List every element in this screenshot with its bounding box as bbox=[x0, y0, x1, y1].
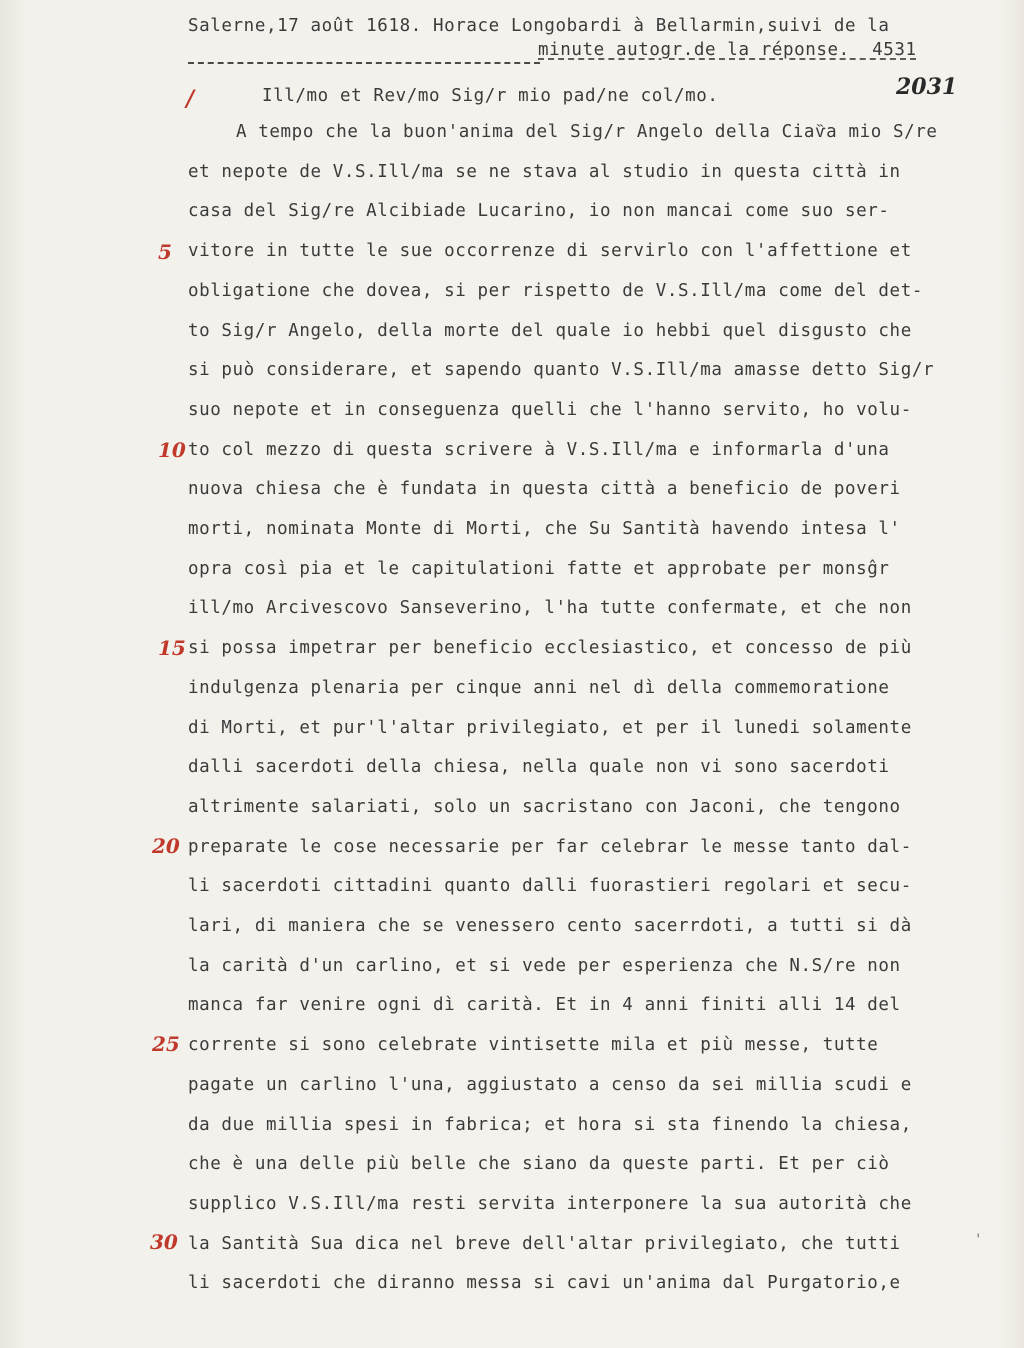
body-line: si può considerare, et sapendo quanto V.S.Ill/ma amasse detto Sig/r bbox=[188, 360, 935, 381]
body-line: la Santità Sua dica nel breve dell'altar privilegiato, che tutti bbox=[188, 1233, 901, 1254]
margin-line-number-15: 15 bbox=[158, 636, 186, 660]
body-line: morti, nominata Monte di Morti, che Su Santità havendo intesa l' bbox=[188, 519, 901, 539]
body-line: to col mezzo di questa scrivere à V.S.Ill/ma e informarla d'una bbox=[188, 439, 890, 460]
body-line: casa del Sig/re Alcibiade Lucarino, io non mancai come suo ser- bbox=[188, 201, 890, 222]
salutation: Ill/mo et Rev/mo Sig/r mio pad/ne col/mo. bbox=[262, 86, 719, 106]
body-line: che è una delle più belle che siano da queste parti. Et per ciò bbox=[188, 1154, 890, 1175]
body-line: la carità d'un carlino, et si vede per esperienza che N.S/re non bbox=[188, 955, 901, 976]
body-line: di Morti, et pur'l'altar privilegiato, et per il lunedi solamente bbox=[188, 717, 912, 738]
body-line: A tempo che la buon'anima del Sig/r Angelo della Ciaѷa mio S/re bbox=[236, 122, 938, 142]
body-line: dalli sacerdoti della chiesa, nella quale non vi sono sacerdoti bbox=[188, 757, 890, 778]
body-line: corrente si sono celebrate vintisette mila et più messe, tutte bbox=[188, 1035, 879, 1056]
margin-line-number-10: 10 bbox=[158, 438, 186, 462]
margin-line-number-5: 5 bbox=[158, 240, 172, 264]
body-line: et nepote de V.S.Ill/ma se ne stava al studio in questa città in bbox=[188, 161, 901, 182]
body-line: ill/mo Arcivescovo Sanseverino, l'ha tutte confermate, et che non bbox=[188, 598, 912, 619]
header-dash-rule bbox=[188, 62, 540, 64]
body-line: altrimente salariati, solo un sacristano con Jaconi, che tengono bbox=[188, 796, 901, 817]
body-line: nuova chiesa che è fundata in questa città a beneficio de poveri bbox=[188, 479, 901, 500]
body-line: vitore in tutte le sue occorrenze di servirlo con l'affettione et bbox=[188, 241, 912, 262]
body-line: supplico V.S.Ill/ma resti servita interponere la sua autorità che bbox=[188, 1193, 912, 1214]
body-line: preparate le cose necessarie per far celebrar le messe tanto dal- bbox=[188, 836, 912, 857]
header-subtitle-line: minute autogr.de la réponse. 4531 bbox=[538, 40, 917, 60]
body-line: to Sig/r Angelo, della morte del quale io hebbi quel disgusto che bbox=[188, 320, 912, 341]
body-line: indulgenza plenaria per cinque anni nel dì della commemoratione bbox=[188, 677, 890, 698]
stray-mark: ' bbox=[974, 1232, 983, 1248]
margin-line-number-20: 20 bbox=[152, 834, 180, 858]
body-line: suo nepote et in conseguenza quelli che l'hanno servito, ho volu- bbox=[188, 399, 912, 420]
body-line: opra così pia et le capitulationi fatte et approbate per monsĝr bbox=[188, 558, 890, 579]
body-line: da due millia spesi in fabrica; et hora si sta finendo la chiesa, bbox=[188, 1114, 912, 1135]
body-line: obligatione che dovea, si per rispetto de V.S.Ill/ma come del det- bbox=[188, 280, 923, 301]
body-line: li sacerdoti cittadini quanto dalli fuorastieri regolari et secu- bbox=[188, 876, 912, 897]
body-line: li sacerdoti che diranno messa si cavi un'anima dal Purgatorio,e bbox=[188, 1273, 901, 1294]
body-line: lari, di maniera che se venessero cento sacerrdoti, a tutti si dà bbox=[188, 916, 912, 936]
margin-mark-1: / bbox=[186, 86, 195, 112]
body-line: manca far venire ogni dì carità. Et in 4 anni finiti alli 14 del bbox=[188, 995, 901, 1016]
margin-line-number-30: 30 bbox=[150, 1230, 178, 1254]
header-title-line: Salerne,17 août 1618. Horace Longobardi à Bellarmin,suivi de la bbox=[188, 16, 890, 36]
body-line: pagate un carlino l'una, aggiustato a censo da sei millia scudi e bbox=[188, 1074, 912, 1095]
margin-line-number-25: 25 bbox=[152, 1032, 180, 1056]
folio-number: 2031 bbox=[896, 74, 958, 100]
body-line: si possa impetrar per beneficio ecclesiastico, et concesso de più bbox=[188, 638, 912, 659]
